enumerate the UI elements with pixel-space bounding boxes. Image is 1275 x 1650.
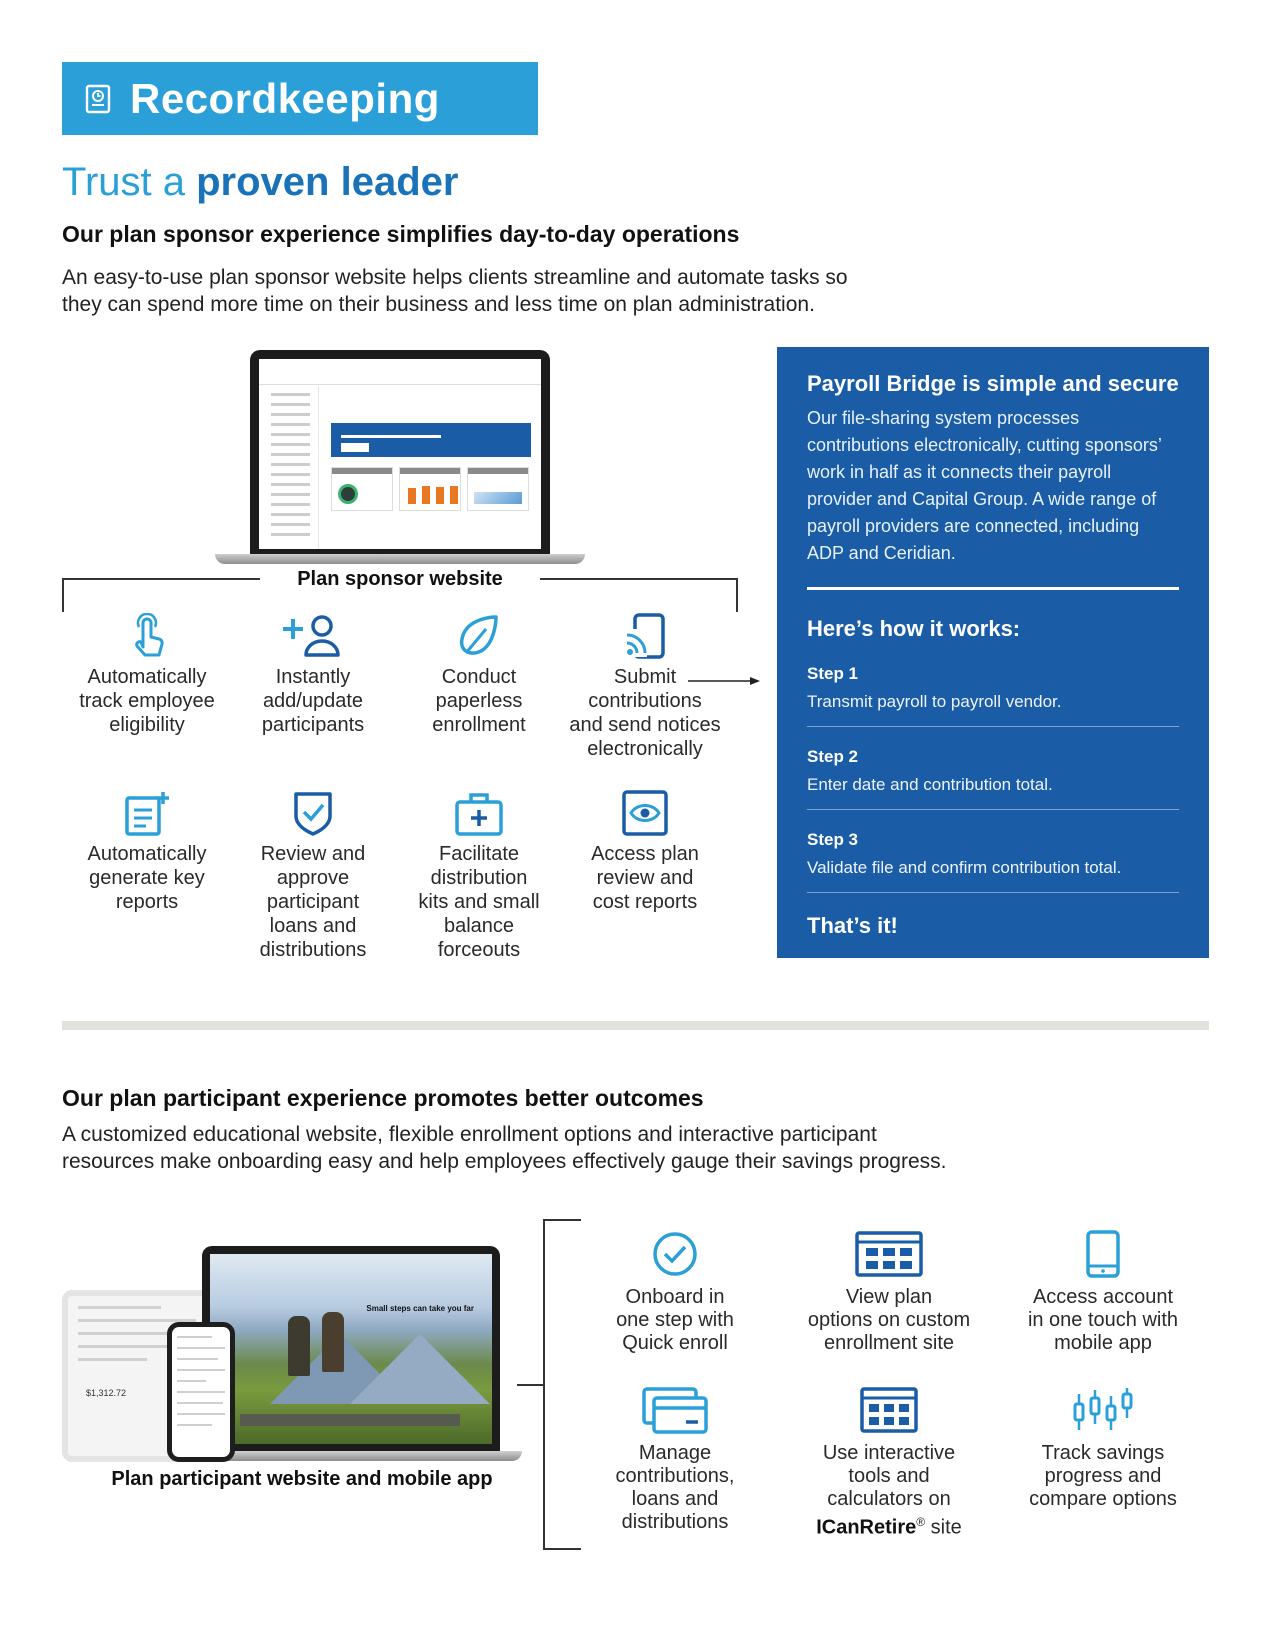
headline-bold: proven leader — [196, 160, 459, 204]
feature-manage-contributions: Manage contributions, loans and distributions — [575, 1386, 775, 1534]
calculator-grid-icon — [859, 1386, 919, 1434]
plan-sponsor-laptop-image — [215, 350, 585, 568]
mock-balance: $1,312.72 — [86, 1388, 127, 1398]
feature-plan-review: Access plan review and cost reports — [565, 790, 725, 914]
add-user-icon — [280, 613, 346, 659]
mock-tagline: Small steps can take you far — [366, 1304, 474, 1313]
participant-body-line1: A customized educational website, flexible enrollment options and interactive participant — [62, 1123, 877, 1146]
how-it-works-title: Here’s how it works: — [807, 616, 1021, 641]
participant-devices-image — [62, 1246, 542, 1464]
feature-quick-enroll: Onboard in one step with Quick enroll — [575, 1230, 775, 1355]
add-document-icon — [123, 790, 171, 836]
cards-icon — [640, 1386, 710, 1434]
mobile-phone-icon — [1083, 1230, 1123, 1278]
step-2: Step 2 Enter date and contribution total. — [807, 747, 1179, 810]
arrow-right-icon — [688, 676, 760, 686]
page-headline — [62, 160, 458, 205]
touch-hand-icon — [125, 613, 169, 659]
sponsor-heading: Our plan sponsor experience simplifies day-to-day operations — [62, 221, 740, 247]
banner-title: Recordkeeping — [130, 74, 440, 122]
participant-body — [62, 1121, 946, 1175]
payroll-divider — [807, 587, 1179, 590]
feature-mobile-app: Access account in one touch with mobile app — [1003, 1230, 1203, 1355]
feature-paperless-enrollment: Conduct paperless enrollment — [399, 613, 559, 737]
shield-check-icon — [292, 790, 334, 836]
feature-submit-contributions: Submit contributions and send notices electronically — [565, 613, 725, 761]
payroll-done: That’s it! — [807, 913, 898, 938]
icanretire-brand: ICanRetire — [816, 1516, 917, 1539]
feature-track-eligibility: Automatically track employee eligibility — [67, 613, 227, 737]
eye-icon — [621, 790, 669, 836]
leaf-icon — [456, 613, 502, 659]
feature-add-participants: Instantly add/update participants — [233, 613, 393, 737]
participant-body-line2: resources make onboarding easy and help employees effectively gauge their savings progress. — [62, 1150, 947, 1173]
feature-distribution-kits: Facilitate distribution kits and small balance forceouts — [399, 790, 559, 962]
payroll-bridge-panel — [777, 347, 1209, 958]
wireless-device-icon — [623, 613, 667, 659]
section-divider — [62, 1021, 1209, 1030]
first-aid-kit-icon — [454, 790, 504, 836]
candlestick-chart-icon — [1070, 1386, 1136, 1434]
document-icon — [82, 83, 114, 115]
feature-generate-reports: Automatically generate key reports — [67, 790, 227, 914]
sponsor-body-line2: they can spend more time on their business and less time on plan administration. — [62, 293, 815, 316]
section-banner — [62, 62, 538, 135]
step-1: Step 1 Transmit payroll to payroll vendor. — [807, 664, 1179, 727]
browser-grid-icon — [854, 1230, 924, 1278]
feature-interactive-tools: Use interactive tools and calculators on ICanRetire® site — [789, 1386, 989, 1540]
devices-label: Plan participant website and mobile app — [111, 1468, 493, 1490]
feature-review-loans: Review and approve participant loans and distributions — [233, 790, 393, 962]
payroll-body: Our file-sharing system processes contributions electronically, cutting sponsors’ work in half as it connects their payroll provider and Capital Group. A wide range of payroll providers are connected, including ADP and Ceridian. — [807, 408, 1162, 563]
check-circle-icon — [651, 1230, 699, 1278]
participant-heading: Our plan participant experience promotes better outcomes — [62, 1085, 704, 1111]
headline-light: Trust a — [62, 160, 185, 204]
feature-enrollment-site: View plan options on custom enrollment site — [789, 1230, 989, 1355]
feature-track-savings: Track savings progress and compare options — [1003, 1386, 1203, 1511]
sponsor-body-line1: An easy-to-use plan sponsor website helps clients streamline and automate tasks so — [62, 266, 848, 289]
plan-sponsor-website-label: Plan sponsor website — [260, 568, 540, 591]
payroll-title: Payroll Bridge is simple and secure — [807, 371, 1179, 396]
step-3: Step 3 Validate file and confirm contribution total. — [807, 830, 1179, 893]
sponsor-body — [62, 264, 848, 318]
